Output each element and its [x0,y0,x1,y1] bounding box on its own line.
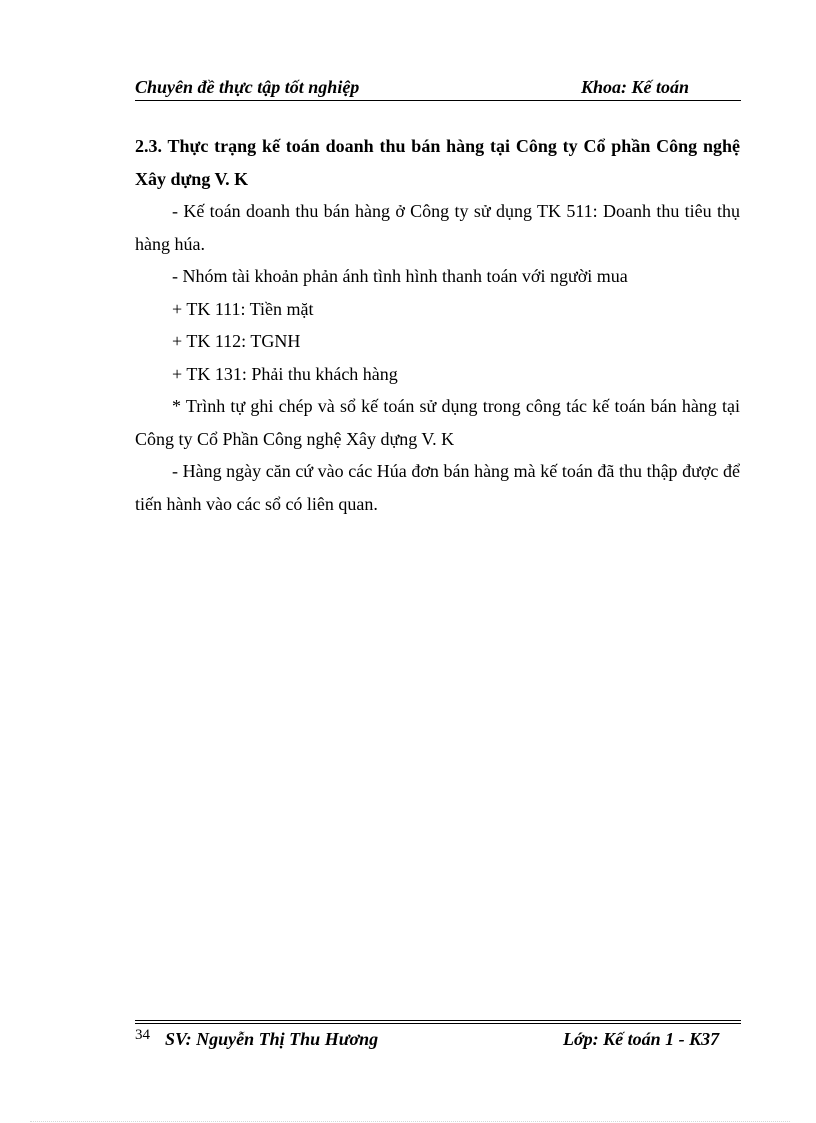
page-header [135,76,741,101]
page-number: 34 [135,1027,150,1043]
paragraph: + TK 131: Phải thu khách hàng [172,363,398,384]
footer-divider [135,1023,741,1024]
student-name: SV: Nguyễn Thị Thu Hương [165,1029,379,1049]
paragraph: - Kế toán doanh thu bán hàng ở Công ty sử dụng TK 511: Doanh thu tiêu thụ hàng húa. [135,201,740,254]
paragraph: - Hàng ngày căn cứ vào các Húa đơn bán hàng mà kế toán đã thu thập được để tiến hành vào các sổ có liên quan. [135,461,740,514]
paragraph: - Nhóm tài khoản phản ánh tình hình thanh toán với người mua [172,266,628,286]
header-title: Chuyên đề thực tập tốt nghiệp [135,77,360,97]
header-department: Khoa: Kế toán [581,77,690,97]
paragraph: + TK 112: TGNH [172,331,301,351]
page-footer [135,1026,741,1052]
section-heading: 2.3. Thực trạng kế toán doanh thu bán hàng tại Công ty Cổ phần Công nghệ Xây dựng V. K [135,136,740,189]
page-content [135,130,740,520]
paragraph: + TK 111: Tiền mặt [172,298,314,319]
footer-divider [135,1020,741,1021]
page-bottom-border [30,1121,790,1122]
class-name: Lớp: Kế toán 1 - K37 [563,1029,720,1049]
paragraph: * Trình tự ghi chép và sổ kế toán sử dụng trong công tác kế toán bán hàng tại Công ty Cổ Phần Công nghệ Xây dựng V. K [135,396,740,449]
